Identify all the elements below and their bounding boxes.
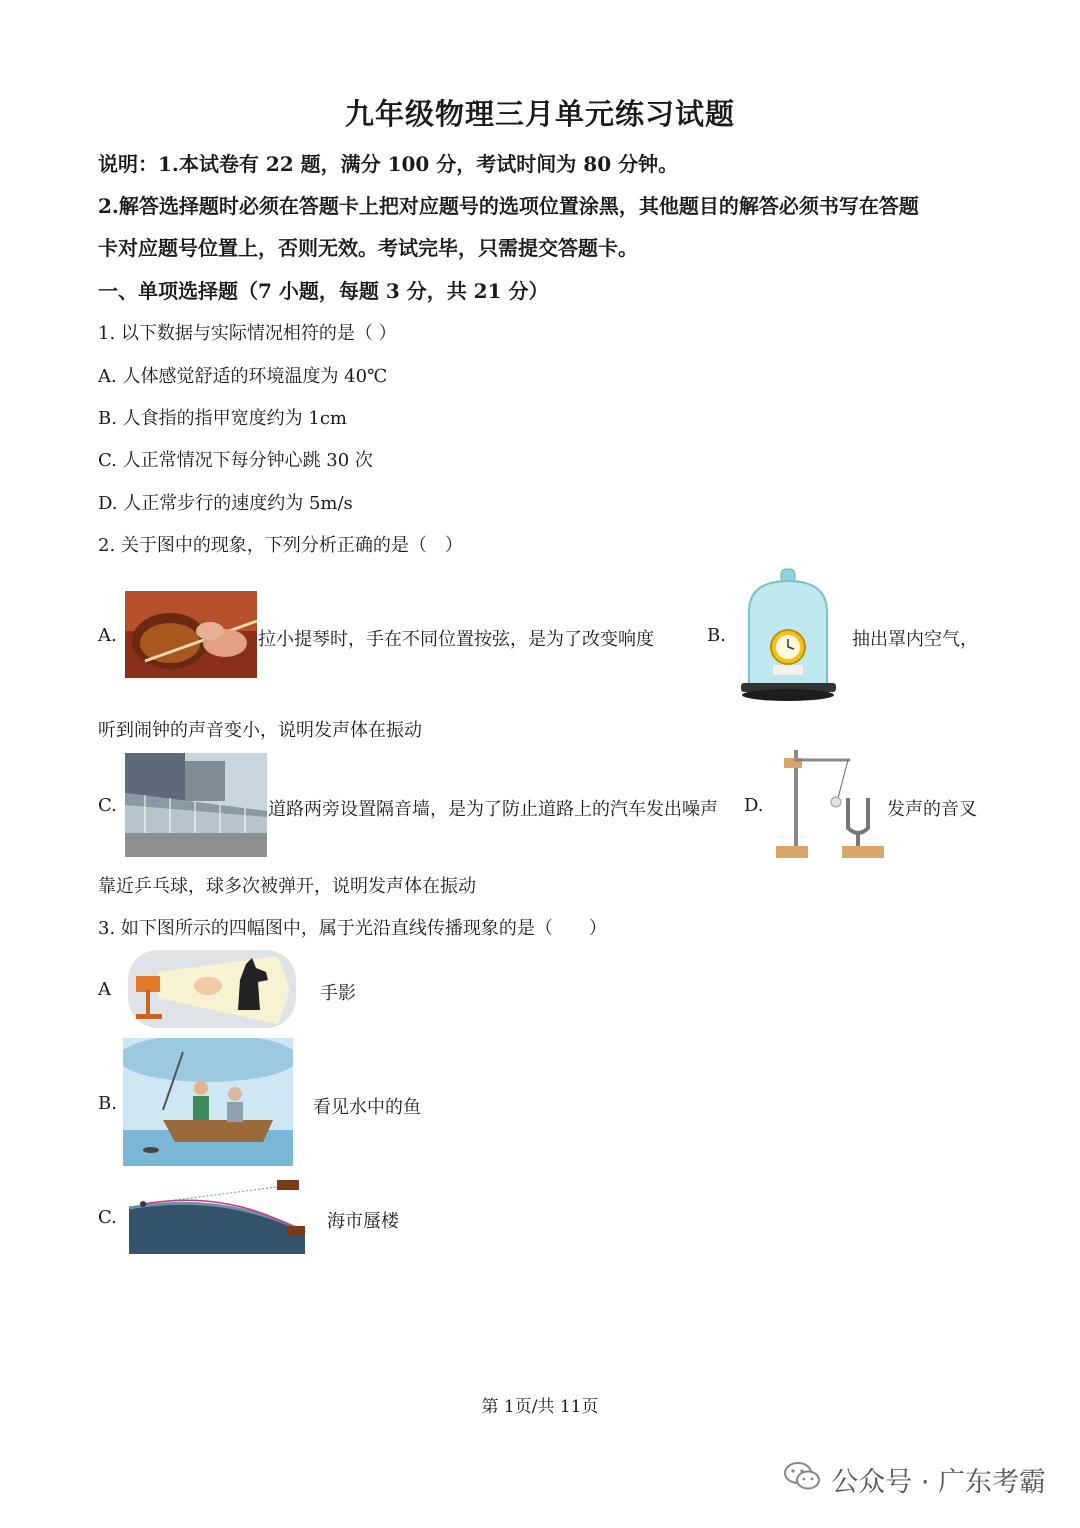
- question-1-option-a: A. 人体感觉舒适的环境温度为 40℃: [98, 366, 388, 387]
- question-2-option-c-text: 道路两旁设置隔音墙，是为了防止道路上的汽车发出噪声: [268, 799, 718, 820]
- question-2-option-c-label: C.: [98, 795, 117, 816]
- question-2-option-d-continuation: 靠近乒乓球，球多次被弹开，说明发声体在振动: [98, 876, 476, 897]
- question-2-option-a-text: 拉小提琴时，手在不同位置按弦，是为了改变响度: [258, 629, 654, 650]
- question-2-option-d-label: D.: [744, 795, 764, 816]
- question-3-option-c-text: 海市蜃楼: [327, 1211, 399, 1232]
- question-2-option-b-label: B.: [707, 625, 726, 646]
- question-3-option-b-label: B.: [98, 1093, 117, 1114]
- question-2-stem: 2. 关于图中的现象，下列分析正确的是（ ）: [98, 535, 463, 556]
- question-2-option-b-continuation: 听到闹钟的声音变小，说明发声体在振动: [98, 720, 422, 741]
- wechat-icon: [783, 1460, 821, 1499]
- violin-photo: [125, 591, 257, 678]
- question-1-option-c: C. 人正常情况下每分钟心跳 30 次: [98, 450, 373, 471]
- bell-jar-alarm-clock-image: [737, 567, 840, 704]
- section-heading: 一、单项选择题（7 小题，每题 3 分，共 21 分）: [98, 279, 549, 303]
- mirage-diagram: [125, 1172, 307, 1254]
- question-2-option-d-text: 发声的音叉: [887, 799, 977, 820]
- hand-shadow-image: [128, 950, 296, 1028]
- question-2-option-b-text: 抽出罩内空气，: [852, 629, 978, 650]
- watermark-text: 公众号 · 广东考霸: [831, 1467, 1046, 1498]
- fishing-boat-image: [123, 1038, 293, 1166]
- page-title: 九年级物理三月单元练习试题: [344, 97, 735, 131]
- question-3-stem: 3. 如下图所示的四幅图中，属于光沿直线传播现象的是（ ）: [98, 918, 607, 939]
- watermark: [783, 1460, 1046, 1499]
- question-3-option-b-text: 看见水中的鱼: [313, 1097, 421, 1118]
- instructions-line-2: 2.解答选择题时必须在答题卡上把对应题号的选项位置涂黑，其他题目的解答必须书写在答题: [98, 194, 919, 218]
- question-1-option-b: B. 人食指的指甲宽度约为 1cm: [98, 408, 347, 429]
- question-3-option-a-text: 手影: [320, 983, 356, 1004]
- question-1-stem: 1. 以下数据与实际情况相符的是（ ）: [98, 323, 397, 344]
- instructions-line-3: 卡对应题号位置上，否则无效。考试完毕，只需提交答题卡。: [98, 236, 638, 260]
- question-2-option-a-label: A.: [98, 625, 117, 646]
- page-number: 第 1页/共 11页: [481, 1397, 599, 1417]
- tuning-fork-pingpong-apparatus: [770, 748, 888, 862]
- question-3-option-a-label: A: [98, 979, 111, 1000]
- question-3-option-c-label: C.: [98, 1207, 117, 1228]
- question-1-option-d: D. 人正常步行的速度约为 5m/s: [98, 493, 353, 514]
- instructions-line-1: 说明：1.本试卷有 22 题，满分 100 分，考试时间为 80 分钟。: [98, 152, 679, 176]
- sound-barrier-wall-photo: [125, 753, 267, 857]
